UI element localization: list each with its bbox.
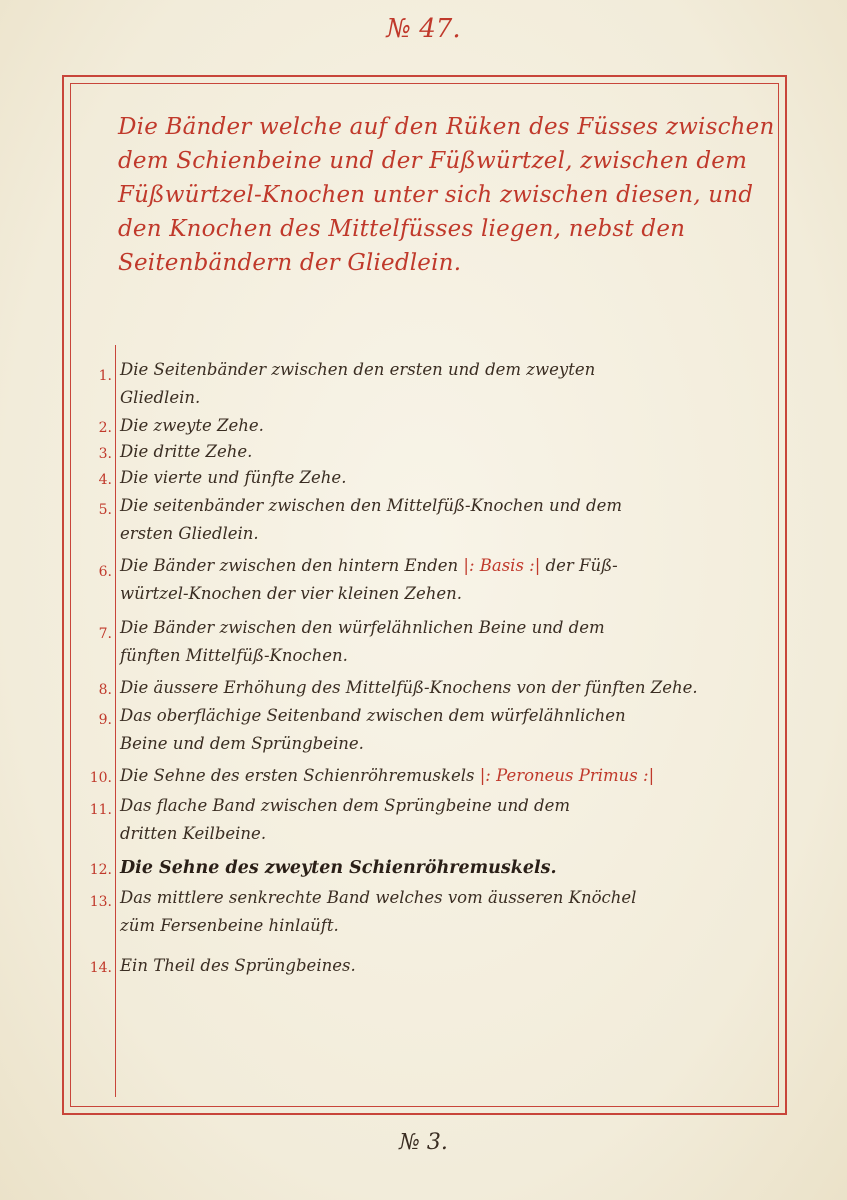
item-number: 14. xyxy=(89,960,112,976)
item-number: 8. xyxy=(98,682,112,698)
item-text: Ein Theil des Sprüngbeines. xyxy=(120,956,356,975)
item-text: Die zweyte Zehe. xyxy=(120,416,264,435)
page-title: Die Bänder welche auf den Rüken des Füsses zwischen dem Schienbeine und der Füßwürtzel, zwischen dem Füßwürtzel-Knochen unter sich zwischen diesen, und den Knochen des Mittelfüsses liegen, nebst den Seitenbändern der Gliedlein. xyxy=(118,114,775,276)
item-text: Beine und dem Sprüngbeine. xyxy=(120,734,364,753)
item-text: Das mittlere senkrechte Band welches vom äusseren Knöchel xyxy=(120,888,637,907)
plate-number: № 47. xyxy=(386,14,461,44)
item-text: Die Sehne des ersten Schienröhremuskels xyxy=(120,766,480,785)
item-text: Die äussere Erhöhung des Mittelfüß-Knochens von der fünften Zehe. xyxy=(120,678,698,697)
item-text: Die Seitenbänder zwischen den ersten und dem zweyten xyxy=(120,360,596,379)
item-text: Die Bänder zwischen den hintern Enden xyxy=(120,556,464,575)
item-text: Die Bänder zwischen den würfelähnlichen Beine und dem xyxy=(120,618,605,637)
item-text: Die Sehne des zweyten Schienröhremuskels. xyxy=(120,858,557,878)
item-number: 10. xyxy=(89,770,112,786)
footer-number: № 3. xyxy=(399,1130,448,1155)
item-number: 6. xyxy=(98,564,112,580)
item-number: 3. xyxy=(98,446,112,462)
item-number: 7. xyxy=(98,626,112,642)
latin-term: |: Basis :| xyxy=(463,556,541,575)
item-number: 13. xyxy=(89,894,112,910)
item-text: Die vierte und fünfte Zehe. xyxy=(120,468,347,487)
latin-term: |: Peroneus Primus :| xyxy=(479,766,655,785)
item-text: Gliedlein. xyxy=(120,388,201,407)
item-text: Das flache Band zwischen dem Sprüngbeine und dem xyxy=(120,796,571,815)
item-number: 11. xyxy=(89,802,112,818)
item-number: 9. xyxy=(98,712,112,728)
item-number: 5. xyxy=(98,502,112,518)
item-text: Die dritte Zehe. xyxy=(120,442,253,461)
item-number: 4. xyxy=(98,472,112,488)
item-text: Die seitenbänder zwischen den Mittelfüß-Knochen und dem xyxy=(120,496,623,515)
item-number: 2. xyxy=(98,420,112,436)
margin-rule xyxy=(115,345,116,1097)
item-text: würtzel-Knochen der vier kleinen Zehen. xyxy=(120,584,462,603)
item-number: 1. xyxy=(98,368,112,384)
item-text: ersten Gliedlein. xyxy=(120,524,259,543)
item-number: 12. xyxy=(89,862,112,878)
item-text: Das oberflächige Seitenband zwischen dem würfelähnlichen xyxy=(120,706,626,725)
item-text: fünften Mittelfüß-Knochen. xyxy=(120,646,348,665)
item-text: der Füß- xyxy=(540,556,618,575)
item-text: züm Fersenbeine hinlaüft. xyxy=(120,916,339,935)
item-text: dritten Keilbeine. xyxy=(120,824,267,843)
